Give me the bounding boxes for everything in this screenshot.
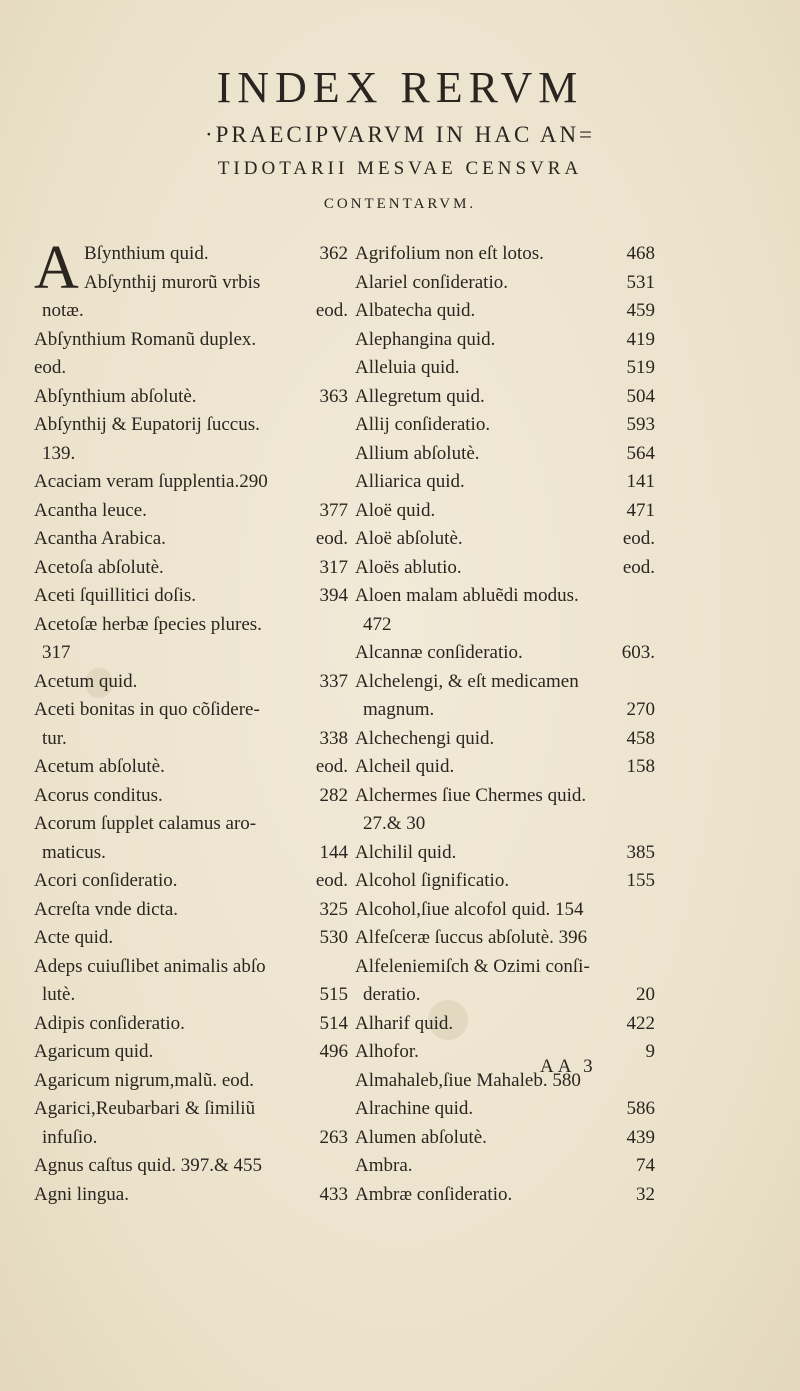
- entry-page-number: 9: [645, 1041, 655, 1062]
- entry-page-number: 530: [319, 927, 348, 948]
- index-entry: [355, 753, 655, 782]
- index-entry: [355, 525, 655, 554]
- index-entry: [355, 297, 655, 326]
- entry-term: Acetum quid.: [34, 670, 138, 692]
- index-entry: [34, 582, 348, 611]
- index-entry: [355, 867, 655, 896]
- entry-term: 317: [42, 642, 71, 663]
- entry-term: Alfeleniemiſch & Ozimi conſi-: [355, 955, 590, 977]
- entry-term: Albatecha quid.: [355, 300, 476, 321]
- entry-term: 139.: [42, 442, 76, 464]
- entry-page-number: eod.: [315, 756, 348, 777]
- entry-page-number: 422: [626, 1012, 655, 1034]
- index-entry: [34, 326, 348, 355]
- index-entry: [34, 497, 348, 526]
- entry-term: Agnus caſtus quid. 397.& 455: [34, 1155, 262, 1176]
- index-entry: [34, 867, 348, 896]
- entry-page-number: 20: [636, 984, 655, 1005]
- entry-term: notæ.: [42, 300, 84, 321]
- entry-term: Aceti bonitas in quo cõſidere-: [34, 699, 260, 720]
- entry-term: Adeps cuiuſlibet animalis abſo: [34, 955, 266, 977]
- index-entry: [355, 611, 655, 640]
- entry-term: Agarici,Reubarbari & ſimiliũ: [34, 1098, 256, 1119]
- index-entry: [34, 525, 348, 554]
- entry-page-number: 603.: [621, 642, 655, 663]
- index-entry: [355, 810, 655, 839]
- index-entry: [355, 696, 655, 725]
- entry-term: Acori conſideratio.: [34, 870, 178, 891]
- index-column-right: [355, 240, 655, 1209]
- entry-term: Alariel conſideratio.: [355, 271, 508, 293]
- index-entry: [355, 411, 655, 440]
- index-entry: [355, 582, 655, 611]
- entry-term: deratio.: [363, 984, 421, 1005]
- entry-page-number: 593: [626, 414, 655, 435]
- entry-term: Alcohol,ſiue alcofol quid. 154: [355, 898, 584, 920]
- entry-page-number: 155: [626, 870, 655, 891]
- entry-page-number: 74: [636, 1155, 655, 1176]
- entry-page-number: 377: [319, 499, 348, 521]
- index-entry: [355, 468, 655, 497]
- index-entry: [355, 896, 655, 925]
- entry-term: Abſynthium abſolutè.: [34, 385, 197, 407]
- index-entry: [34, 554, 348, 583]
- entry-page-number: eod.: [315, 528, 348, 549]
- index-entry: [355, 554, 655, 583]
- index-entry: [355, 1181, 655, 1210]
- entry-term: 472: [363, 613, 392, 635]
- entry-term: Allium abſolutè.: [355, 442, 480, 464]
- entry-term: 27.& 30: [363, 813, 426, 834]
- entry-page-number: 419: [626, 328, 655, 350]
- index-entry: [34, 953, 348, 982]
- entry-term: Alcannæ conſideratio.: [355, 642, 523, 663]
- entry-page-number: eod.: [622, 556, 655, 578]
- index-entry: [355, 668, 655, 697]
- entry-term: Abſynthij & Eupatorij ſuccus.: [34, 414, 260, 435]
- entry-term: Acetoſæ herbæ ſpecies plures.: [34, 613, 262, 635]
- entry-page-number: 363: [319, 385, 348, 407]
- index-entry: [355, 924, 655, 953]
- entry-page-number: 459: [626, 300, 655, 321]
- index-entry: [355, 839, 655, 868]
- entry-term: Acantha Arabica.: [34, 528, 166, 549]
- entry-term: Adipis conſideratio.: [34, 1012, 185, 1034]
- entry-term: Alchelengi, & eſt medicamen: [355, 670, 579, 692]
- entry-term: Agrifolium non eſt lotos.: [355, 243, 544, 264]
- index-entry: [355, 497, 655, 526]
- entry-page-number: 144: [319, 841, 348, 863]
- index-entry: [355, 981, 655, 1010]
- entry-term: Acreſta vnde dicta.: [34, 898, 179, 920]
- entry-term: Alharif quid.: [355, 1012, 454, 1034]
- entry-page-number: 263: [319, 1126, 348, 1148]
- index-entry: [34, 896, 348, 925]
- entry-term: tur.: [42, 727, 67, 749]
- index-entry: [34, 269, 348, 298]
- entry-page-number: 158: [626, 756, 655, 777]
- entry-term: Agni lingua.: [34, 1183, 129, 1205]
- index-entry: [34, 1124, 348, 1153]
- entry-term: Abſynthium Romanũ duplex.: [34, 328, 257, 350]
- index-entry: [34, 839, 348, 868]
- index-entry: [355, 1124, 655, 1153]
- index-entry: [34, 411, 348, 440]
- entry-term: Alchilil quid.: [355, 841, 457, 863]
- entry-term: Aloen malam abluẽdi modus.: [355, 585, 579, 606]
- entry-term: Aloë quid.: [355, 499, 436, 521]
- entry-term: Alliarica quid.: [355, 471, 465, 492]
- entry-term: Abſynthij murorũ vrbis: [84, 271, 261, 293]
- index-entry: [34, 810, 348, 839]
- index-entry: [34, 1038, 348, 1067]
- index-entry: [34, 1010, 348, 1039]
- index-entry: [34, 297, 348, 326]
- entry-term: Acorus conditus.: [34, 784, 163, 806]
- entry-term: eod.: [34, 357, 67, 378]
- entry-page-number: 586: [626, 1098, 655, 1119]
- entry-page-number: 458: [626, 727, 655, 749]
- signature-mark: AA 3: [540, 1056, 597, 1077]
- entry-term: Acetum abſolutè.: [34, 756, 165, 777]
- index-entry: [34, 354, 348, 383]
- index-entry: [355, 1010, 655, 1039]
- entry-term: Alhofor.: [355, 1041, 419, 1062]
- entry-page-number: 282: [319, 784, 348, 806]
- entry-term: Alumen abſolutè.: [355, 1126, 487, 1148]
- entry-term: Alfeſceræ ſuccus abſolutè. 396: [355, 927, 588, 948]
- entry-page-number: 317: [319, 556, 348, 578]
- entry-term: Alchechengi quid.: [355, 727, 495, 749]
- index-entry: [34, 924, 348, 953]
- entry-page-number: 471: [626, 499, 655, 521]
- entry-term: Alrachine quid.: [355, 1098, 474, 1119]
- subtitle-line-3: CONTENTARVM.: [323, 196, 477, 212]
- entry-page-number: 337: [319, 670, 348, 692]
- entry-page-number: 141: [626, 471, 655, 492]
- entry-page-number: 468: [626, 243, 655, 264]
- entry-term: Almahaleb,ſiue Mahaleb. 580: [355, 1069, 581, 1091]
- index-entry: [34, 668, 348, 697]
- index-entry: [34, 782, 348, 811]
- entry-page-number: 270: [626, 699, 655, 720]
- entry-page-number: 362: [319, 243, 348, 264]
- index-entry: [34, 611, 348, 640]
- entry-term: Allegretum quid.: [355, 385, 485, 407]
- subtitle-line-1: ·PRAECIPVARVM IN HAC AN=: [204, 122, 596, 147]
- index-entry: [355, 269, 655, 298]
- entry-page-number: eod.: [315, 300, 348, 321]
- entry-page-number: 504: [626, 385, 655, 407]
- entry-term: lutè.: [42, 984, 76, 1005]
- index-entry: [34, 440, 348, 469]
- index-entry: [34, 1095, 348, 1124]
- index-entry: [355, 240, 655, 269]
- index-entry: [34, 753, 348, 782]
- entry-term: maticus.: [42, 841, 106, 863]
- entry-term: Aceti ſquillitici doſis.: [34, 585, 197, 606]
- index-entry: [34, 383, 348, 412]
- entry-term: Aloë abſolutè.: [355, 528, 463, 549]
- entry-page-number: 496: [319, 1041, 348, 1062]
- entry-page-number: 514: [319, 1012, 348, 1034]
- entry-term: infuſio.: [42, 1126, 98, 1148]
- entry-page-number: 325: [319, 898, 348, 920]
- entry-page-number: 433: [319, 1183, 348, 1205]
- entry-term: Alephangina quid.: [355, 328, 496, 350]
- index-entry: [355, 1067, 655, 1096]
- entry-term: Agaricum nigrum,malũ. eod.: [34, 1069, 255, 1091]
- index-entry: [355, 782, 655, 811]
- entry-term: Acantha leuce.: [34, 499, 147, 521]
- entry-page-number: 519: [626, 357, 655, 378]
- index-column-left: [34, 234, 348, 1209]
- index-entry: [355, 354, 655, 383]
- entry-term: Alcohol ſignificatio.: [355, 870, 510, 891]
- entry-term: Alcheil quid.: [355, 756, 455, 777]
- entry-term: Alchermes ſiue Chermes quid.: [355, 784, 587, 806]
- entry-term: Acte quid.: [34, 927, 114, 948]
- drop-cap-initial: A: [34, 234, 79, 302]
- index-entry: [34, 725, 348, 754]
- entry-term: Acaciam veram ſupplentia.290: [34, 471, 268, 492]
- entry-page-number: eod.: [622, 528, 655, 549]
- index-entry: [355, 1152, 655, 1181]
- index-entry: [34, 468, 348, 497]
- index-entry: [355, 1038, 655, 1067]
- entry-term: Allij conſideratio.: [355, 414, 491, 435]
- entry-page-number: 32: [636, 1183, 655, 1205]
- index-entry: [355, 725, 655, 754]
- index-entry: [355, 326, 655, 355]
- index-entry: [34, 1181, 348, 1210]
- index-entry: [34, 639, 348, 668]
- entry-term: Aloës ablutio.: [355, 556, 462, 578]
- entry-term: Acorum ſupplet calamus aro-: [34, 813, 257, 834]
- index-entry: [34, 1152, 348, 1181]
- entry-term: Bſynthium quid.: [84, 243, 209, 264]
- entry-term: Agaricum quid.: [34, 1041, 154, 1062]
- index-entry: [34, 1067, 348, 1096]
- entry-page-number: 439: [626, 1126, 655, 1148]
- index-entry: [355, 953, 655, 982]
- entry-term: Ambra.: [355, 1155, 413, 1176]
- index-title: INDEX RERVM: [216, 63, 584, 112]
- entry-term: magnum.: [363, 699, 435, 720]
- entry-page-number: 385: [626, 841, 655, 863]
- entry-term: Alleluia quid.: [355, 357, 460, 378]
- entry-page-number: 515: [319, 984, 348, 1005]
- index-entry: [355, 383, 655, 412]
- entry-term: Ambræ conſideratio.: [355, 1183, 513, 1205]
- entry-page-number: 564: [626, 442, 655, 464]
- index-entry: [355, 440, 655, 469]
- subtitle-line-2: TIDOTARII MESVAE CENSVRA: [217, 158, 583, 179]
- entry-page-number: 531: [626, 271, 655, 293]
- index-entry: [355, 639, 655, 668]
- index-entry: [34, 240, 348, 269]
- entry-page-number: eod.: [315, 870, 348, 891]
- entry-term: Acetoſa abſolutè.: [34, 556, 164, 578]
- entry-page-number: 394: [319, 585, 348, 606]
- index-entry: [34, 981, 348, 1010]
- index-entry: [34, 696, 348, 725]
- entry-page-number: 338: [319, 727, 348, 749]
- index-entry: [355, 1095, 655, 1124]
